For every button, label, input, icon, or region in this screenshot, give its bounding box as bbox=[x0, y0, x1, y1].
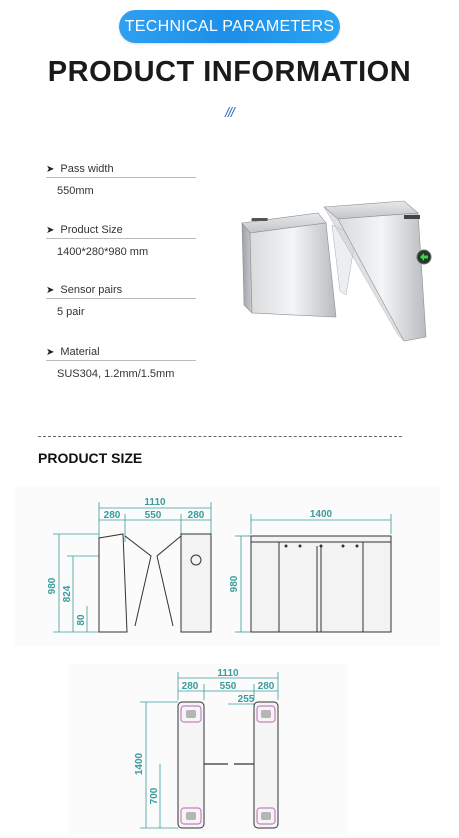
dim-side-length: 1400 bbox=[309, 509, 333, 520]
title-decoration: /// bbox=[225, 104, 234, 120]
dimension-drawing-top bbox=[68, 664, 348, 834]
param-label: Pass width bbox=[60, 163, 114, 175]
turnstile-product-image bbox=[228, 195, 443, 345]
dim-top-left: 280 bbox=[181, 681, 199, 692]
dim-front-inner-height: 824 bbox=[62, 585, 73, 603]
arrow-icon: ➤ bbox=[46, 224, 55, 236]
param-material bbox=[46, 346, 196, 380]
dim-top-half-length: 700 bbox=[149, 787, 160, 805]
param-value: 550mm bbox=[57, 185, 94, 197]
param-sensor-pairs bbox=[46, 284, 196, 318]
param-label: Product Size bbox=[60, 224, 123, 236]
dim-front-total-width: 1110 bbox=[144, 497, 166, 508]
dimension-drawing-front-side bbox=[15, 486, 440, 646]
param-value: 5 pair bbox=[57, 306, 85, 318]
dim-top-length: 1400 bbox=[134, 752, 145, 776]
arrow-icon: ➤ bbox=[46, 346, 55, 358]
param-label: Material bbox=[60, 346, 100, 358]
dim-top-total-width: 1110 bbox=[217, 668, 239, 679]
param-product-size bbox=[46, 224, 196, 258]
product-size-title: PRODUCT SIZE bbox=[38, 450, 143, 466]
dim-front-height: 980 bbox=[47, 577, 58, 595]
dim-top-middle: 550 bbox=[219, 681, 237, 692]
dim-front-left: 280 bbox=[103, 510, 121, 521]
section-divider bbox=[38, 436, 402, 437]
dim-top-gap: 255 bbox=[237, 694, 255, 705]
arrow-icon: ➤ bbox=[46, 284, 55, 296]
param-label: Sensor pairs bbox=[60, 284, 123, 296]
dim-side-height: 980 bbox=[229, 575, 240, 593]
param-value: SUS304, 1.2mm/1.5mm bbox=[57, 368, 175, 380]
dim-front-small-height: 80 bbox=[76, 614, 87, 626]
param-pass-width bbox=[46, 163, 196, 197]
dim-front-right: 280 bbox=[187, 510, 205, 521]
param-value: 1400*280*980 mm bbox=[57, 246, 149, 258]
dim-top-right: 280 bbox=[257, 681, 275, 692]
page-title: PRODUCT INFORMATION bbox=[47, 56, 412, 88]
arrow-icon: ➤ bbox=[46, 163, 55, 175]
dim-front-middle: 550 bbox=[144, 510, 162, 521]
technical-parameters-badge: TECHNICAL PARAMETERS bbox=[119, 10, 340, 43]
